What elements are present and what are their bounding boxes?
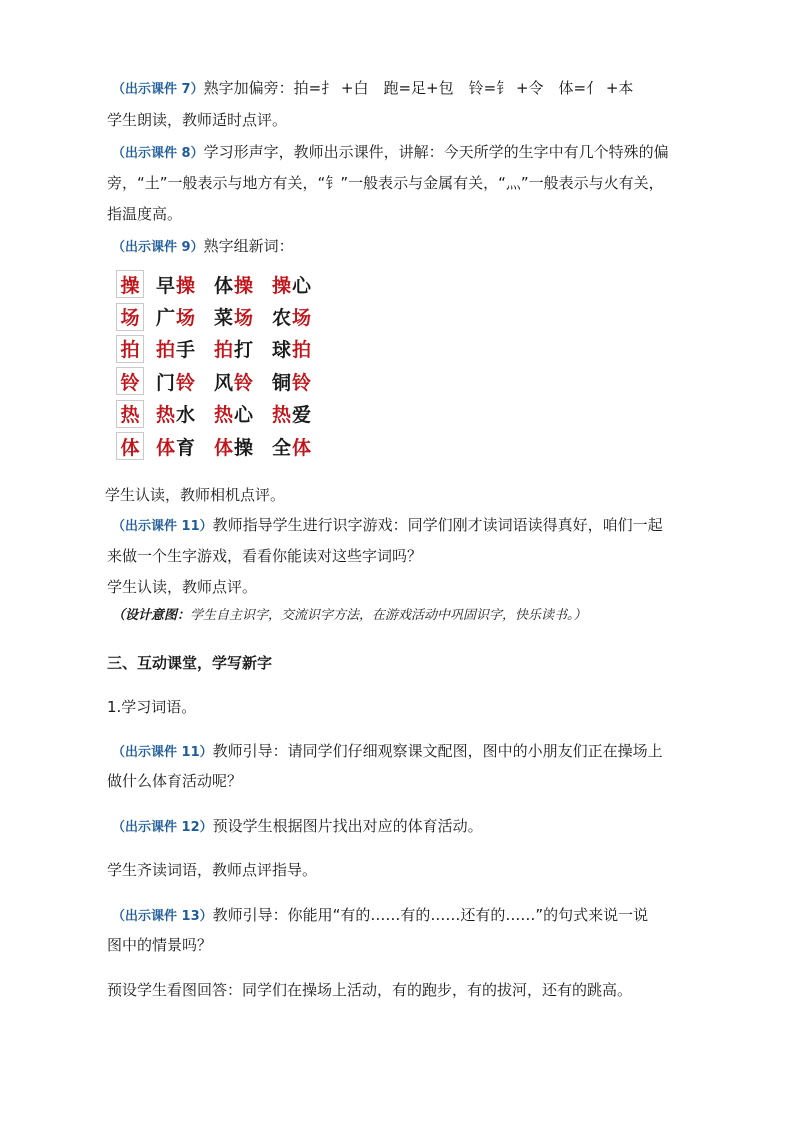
line-text: 学生认读，教师点评。 (107, 578, 258, 596)
line-read (107, 110, 287, 130)
word-char: 操 (272, 274, 293, 297)
compound-word (272, 303, 330, 330)
line-text: 学生齐读词语，教师点评指导。 (107, 861, 318, 879)
courseware-tag: （出示课件 7） (112, 82, 204, 97)
word-char: 体 (214, 436, 235, 459)
line-text: 熟字组新词： (203, 237, 294, 255)
word-char: 铃 (292, 371, 313, 394)
char-row (116, 365, 330, 397)
word-char: 场 (292, 307, 313, 330)
line-read-aloud (107, 860, 317, 880)
word-char: 热 (272, 404, 293, 427)
compound-word (272, 335, 330, 362)
line-text: 学生朗读，教师适时点评。 (107, 111, 288, 129)
word-char: 热 (156, 404, 177, 427)
char-box: 场 (116, 303, 144, 331)
compound-word (272, 368, 330, 395)
compound-word (214, 433, 272, 460)
char-row (116, 333, 330, 365)
compound-word (156, 368, 214, 395)
word-char: 门 (156, 371, 177, 394)
compound-word (156, 303, 214, 330)
compound-word (214, 303, 272, 330)
word-char: 体 (292, 436, 313, 459)
compound-word (272, 433, 330, 460)
line-scene (107, 935, 212, 955)
compound-word (214, 368, 272, 395)
word-char: 铃 (234, 371, 255, 394)
word-char: 拍 (156, 339, 177, 362)
compound-word (156, 433, 214, 460)
char-row (116, 300, 330, 332)
line-text: 指温度高。 (107, 205, 183, 223)
word-char: 场 (234, 307, 255, 330)
char-row (116, 268, 330, 300)
line-text: 预设学生根据图片找出对应的体育活动。 (212, 817, 483, 835)
word-char: 场 (176, 307, 197, 330)
line-text: 教师引导：请同学们仔细观察课文配图，图中的小朋友们正在操场上 (212, 742, 663, 760)
courseware-tag: （出示课件 9） (112, 240, 204, 255)
section-title-text: 三、互动课堂，学写新字 (107, 654, 273, 672)
compound-word (214, 271, 272, 298)
word-char: 体 (156, 436, 177, 459)
line-sports (107, 771, 242, 791)
line-recognize (105, 485, 285, 505)
line-courseware-9 (112, 236, 294, 258)
subheading-learn-words (107, 697, 196, 717)
compound-word (156, 271, 214, 298)
word-char: 体 (214, 274, 235, 297)
line-courseware-12 (112, 816, 483, 838)
word-char: 心 (234, 404, 255, 427)
character-word-table (116, 268, 330, 462)
compound-word (156, 400, 214, 427)
word-char: 打 (234, 339, 255, 362)
line-courseware-11b (112, 741, 663, 763)
line-text: 熟字加偏旁：拍=扌 +白 跑=足+包 铃=钅 +令 体=亻 +本 (203, 79, 634, 97)
compound-word (214, 335, 272, 362)
word-char: 手 (176, 339, 197, 362)
line-text: 旁，“土”一般表示与地方有关，“钅”一般表示与金属有关，“灬”一般表示与火有关， (107, 174, 664, 192)
word-char: 拍 (292, 339, 313, 362)
compound-word (272, 400, 330, 427)
line-text: 图中的情景吗？ (107, 936, 213, 954)
line-text: 来做一个生字游戏，看看你能读对这些字词吗？ (107, 547, 423, 565)
design-intent-label: （设计意图： (112, 608, 191, 623)
design-intent (112, 606, 587, 626)
word-char: 操 (176, 274, 197, 297)
char-box: 热 (116, 400, 144, 428)
line-teacher-comment (107, 577, 257, 597)
line-radicals (107, 173, 664, 193)
line-text: 教师指导学生进行识字游戏：同学们刚才读词语读得真好，咱们一起 (212, 516, 663, 534)
word-char: 拍 (214, 339, 235, 362)
design-intent-text: 学生自主识字，交流识字方法，在游戏活动中巩固识字，快乐读书。） (190, 608, 587, 623)
courseware-tag: （出示课件 13） (112, 909, 213, 924)
word-char: 操 (234, 274, 255, 297)
subheading-text: 1.学习词语。 (107, 698, 197, 716)
line-courseware-13 (112, 905, 648, 927)
word-char: 热 (214, 404, 235, 427)
line-text: 做什么体育活动呢？ (107, 772, 243, 790)
line-courseware-11a (112, 515, 663, 537)
char-box: 拍 (116, 335, 144, 363)
char-box: 铃 (116, 367, 144, 395)
char-box: 体 (116, 432, 144, 460)
word-char: 全 (272, 436, 293, 459)
word-char: 操 (234, 436, 255, 459)
word-char: 球 (272, 339, 293, 362)
courseware-tag: （出示课件 11） (112, 519, 213, 534)
compound-word (156, 335, 214, 362)
word-char: 铃 (176, 371, 197, 394)
char-row (116, 430, 330, 462)
word-char: 农 (272, 307, 293, 330)
line-answer (107, 980, 632, 1000)
courseware-tag: （出示课件 11） (112, 745, 213, 760)
line-text: 教师引导：你能用“有的……有的……还有的……”的句式来说一说 (212, 906, 649, 924)
word-char: 育 (176, 436, 197, 459)
line-game (107, 546, 422, 566)
courseware-tag: （出示课件 12） (112, 820, 213, 835)
word-char: 爱 (292, 404, 313, 427)
line-text: 学生认读，教师相机点评。 (105, 486, 286, 504)
word-char: 心 (292, 274, 313, 297)
line-temperature (107, 204, 182, 224)
char-box: 操 (116, 270, 144, 298)
compound-word (272, 271, 330, 298)
line-courseware-8 (112, 142, 669, 164)
word-char: 广 (156, 307, 177, 330)
word-char: 水 (176, 404, 197, 427)
courseware-tag: （出示课件 8） (112, 146, 204, 161)
compound-word (214, 400, 272, 427)
line-text: 学习形声字，教师出示课件，讲解：今天所学的生字中有几个特殊的偏 (203, 143, 669, 161)
line-text: 预设学生看图回答：同学们在操场上活动，有的跑步，有的拔河，还有的跳高。 (107, 981, 633, 999)
section-title (107, 653, 272, 673)
line-courseware-7 (112, 78, 633, 100)
word-char: 菜 (214, 307, 235, 330)
char-row (116, 398, 330, 430)
word-char: 铜 (272, 371, 293, 394)
word-char: 风 (214, 371, 235, 394)
word-char: 早 (156, 274, 177, 297)
